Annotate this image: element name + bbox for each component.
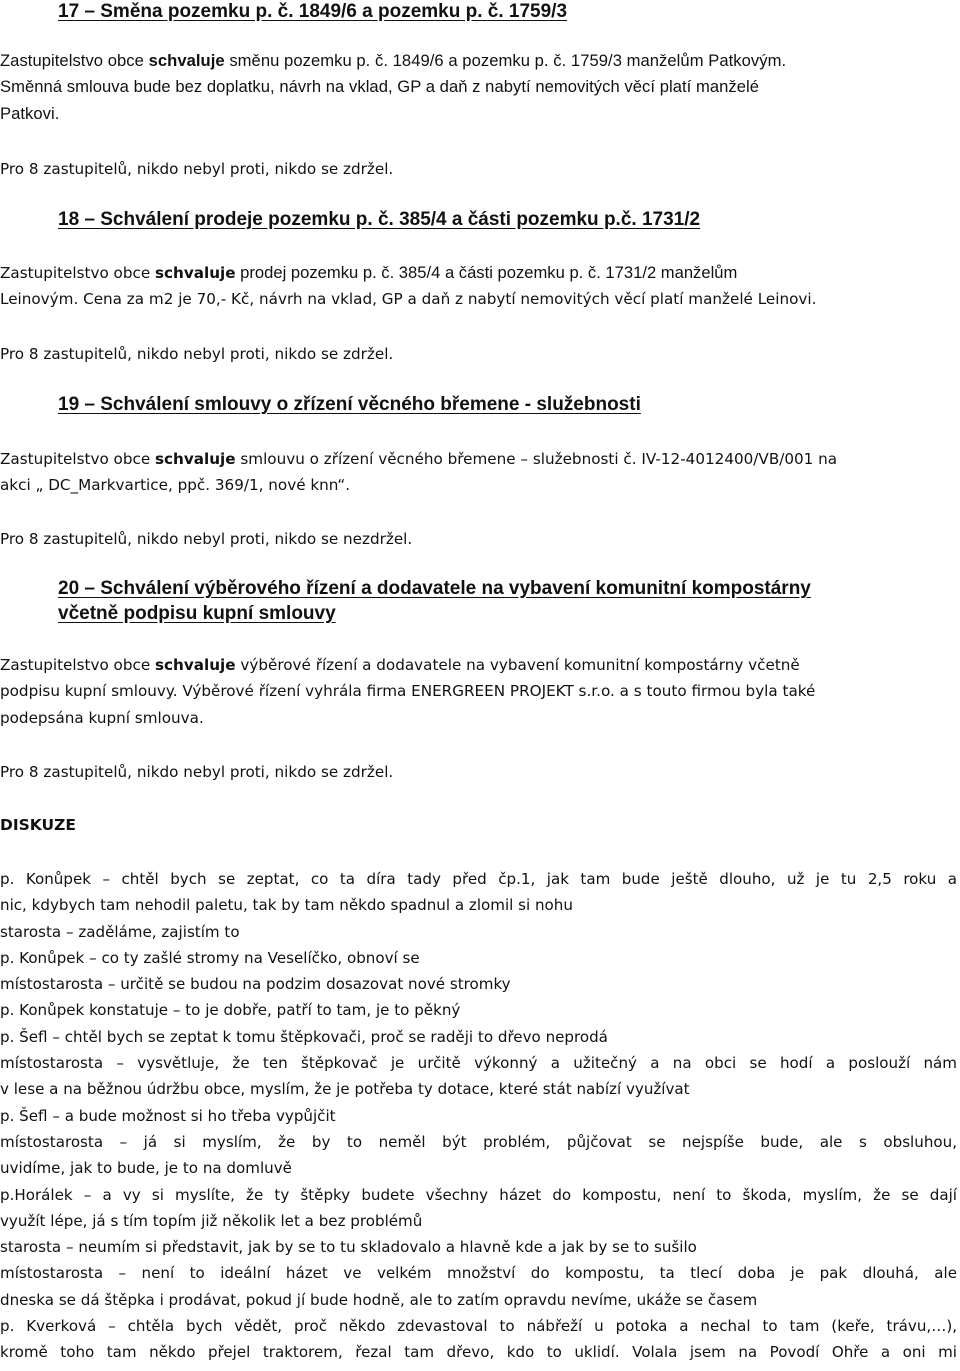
section-18-line-1 (0, 260, 957, 286)
section-19-line-2: akci „ DC_Markvartice, ppč. 369/1, nové knn“. (0, 476, 351, 495)
discussion-line: v lese a na běžnou údržbu obce, myslím, že je potřeba ty dotace, které stát nabízí využívat (0, 1080, 690, 1099)
approves-keyword: schvaluje (148, 51, 225, 70)
section-20-heading-2 (58, 601, 336, 627)
vote-result: Pro 8 zastupitelů, nikdo nebyl proti, nikdo se zdržel. (0, 345, 394, 363)
text-run: Zastupitelstvo obce (0, 264, 156, 282)
text-run: směnu pozemku p. č. 1849/6 a pozemku p. č. 1759/3 manželům Patkovým. (224, 51, 787, 70)
text-run: Zastupitelstvo obce (0, 450, 156, 468)
vote-result: Pro 8 zastupitelů, nikdo nebyl proti, nikdo se zdržel. (0, 160, 394, 178)
section-18-heading (58, 207, 700, 233)
section-19-heading-text: 19 – Schválení smlouvy o zřízení věcného břemene - služebnosti (58, 394, 641, 415)
section-17-line-3: Patkovi. (0, 103, 60, 123)
section-20-line-3: podepsána kupní smlouva. (0, 708, 204, 727)
discussion-line: p. Konůpek konstatuje – to je dobře, patří to tam, je to pěkný (0, 1001, 461, 1020)
vote-result: Pro 8 zastupitelů, nikdo nebyl proti, nikdo se nezdržel. (0, 530, 413, 548)
discussion-line: místostarosta – vysvětluje, že ten štěpkovač je určitě výkonný a užitečný a na obci se hodí a poslouží nám (0, 1054, 957, 1073)
text-run: Zastupitelstvo obce (0, 656, 156, 674)
section-20-line-2: podpisu kupní smlouvy. Výběrové řízení vyhrála firma ENERGREEN PROJEKT s.r.o. a s touto firmou byla také (0, 682, 816, 701)
section-20-line-1 (0, 652, 957, 678)
vote-result: Pro 8 zastupitelů, nikdo nebyl proti, nikdo se zdržel. (0, 763, 394, 781)
section-19-heading (58, 392, 641, 418)
section-20-vote (0, 759, 957, 785)
discussion-line: p. Konůpek – co ty zašlé stromy na Veselíčko, obnoví se (0, 948, 420, 967)
discussion-line: využít lépe, já s tím topím již několik let a bez problémů (0, 1211, 423, 1230)
section-17-vote (0, 156, 957, 182)
discussion-line: p. Konůpek – chtěl bych se zeptat, co ta díra tady před čp.1, jak tam bude ještě dlouho, už je tu 2,5 roku a (0, 870, 957, 888)
discussion-line: p. Kverková – chtěla bych vědět, proč někdo zdevastoval to nábřeží u potoka a nechal to tam (keře, trávu,…), (0, 1317, 957, 1336)
section-17-body (0, 48, 957, 127)
section-17-heading-text: 17 – Směna pozemku p. č. 1849/6 a pozemku p. č. 1759/3 (58, 1, 568, 22)
discussion-line: místostarosta – já si myslím, že by to neměl být problém, půjčovat se nejspíše bude, ale s obsluhou, (0, 1132, 957, 1151)
section-20-heading-line-1: 20 – Schválení výběrového řízení a dodavatele na vybavení komunitní kompostárny (58, 578, 811, 599)
text-run: prodej pozemku p. č. 385/4 a části pozemku p. č. 1731/2 manželům (235, 263, 738, 282)
approves-keyword: schvaluje (155, 264, 236, 282)
section-17-line-1 (0, 48, 957, 74)
section-17-line-2: Směnná smlouva bude bez doplatku, návrh na vklad, GP a daň z nabytí nemovitých věcí platí manželé (0, 77, 760, 97)
discussion-line: místostarosta – určitě se budou na podzim dosazovat nové stromky (0, 975, 511, 994)
section-17-heading (58, 0, 567, 25)
text-run: Zastupitelstvo obce (0, 51, 149, 70)
discussion-line: dneska se dá štěpka i prodávat, pokud jí bude hodně, ale to zatím opravdu nevíme, ukáže se časem (0, 1290, 758, 1309)
section-20-body (0, 652, 957, 731)
discussion-line: starosta – neumím si představit, jak by se to tu skladovalo a hlavně kde a jak by se to sušilo (0, 1238, 697, 1257)
section-19-vote (0, 526, 957, 552)
text-run: výběrové řízení a dodavatele na vybavení komunitní kompostárny včetně (235, 656, 800, 674)
section-20-heading (58, 576, 811, 602)
section-18-body (0, 260, 957, 313)
discussion-line: nic, kdybych tam nehodil paletu, tak by tam někdo spadnul a zlomil si nohu (0, 896, 573, 915)
section-18-heading-text: 18 – Schválení prodeje pozemku p. č. 385/4 a části pozemku p.č. 1731/2 (58, 209, 701, 230)
discussion-line: místostarosta – není to ideální házet ve velkém množství do kompostu, ta tlecí doba je pak dlouhá, ale (0, 1264, 957, 1283)
discussion-line: p.Horálek – a vy si myslíte, že ty štěpky budete všechny házet do kompostu, není to škoda, myslím, že se dají (0, 1185, 957, 1204)
section-19-body (0, 446, 957, 499)
discussion-body (0, 866, 957, 1366)
section-18-vote (0, 341, 957, 367)
section-18-line-2: Leinovým. Cena za m2 je 70,- Kč, návrh na vklad, GP a daň z nabytí nemovitých věcí platí manželé Leinovi. (0, 290, 817, 309)
discussion-line: uvidíme, jak to bude, je to na domluvě (0, 1159, 292, 1178)
discussion-line: p. Šefl – a bude možnost si ho třeba vypůjčit (0, 1106, 336, 1125)
section-20-heading-line-2: včetně podpisu kupní smlouvy (58, 603, 336, 624)
discussion-line: starosta – zaděláme, zajistím to (0, 922, 240, 941)
discussion-title: DISKUZE (0, 816, 76, 834)
discussion-line: kromě toho tam někdo přejel traktorem, řezal tam dřevo, kdo to uklidí. Volala jsem na Povodí Ohře a oni mi (0, 1343, 957, 1362)
approves-keyword: schvaluje (155, 656, 236, 674)
discussion-line: p. Šefl – chtěl bych se zeptat k tomu štěpkovači, proč se raději to dřevo neprodá (0, 1027, 608, 1046)
section-19-line-1 (0, 446, 957, 472)
text-run: smlouvu o zřízení věcného břemene – služebnosti č. IV-12-4012400/VB/001 na (235, 450, 838, 468)
approves-keyword: schvaluje (155, 450, 236, 468)
